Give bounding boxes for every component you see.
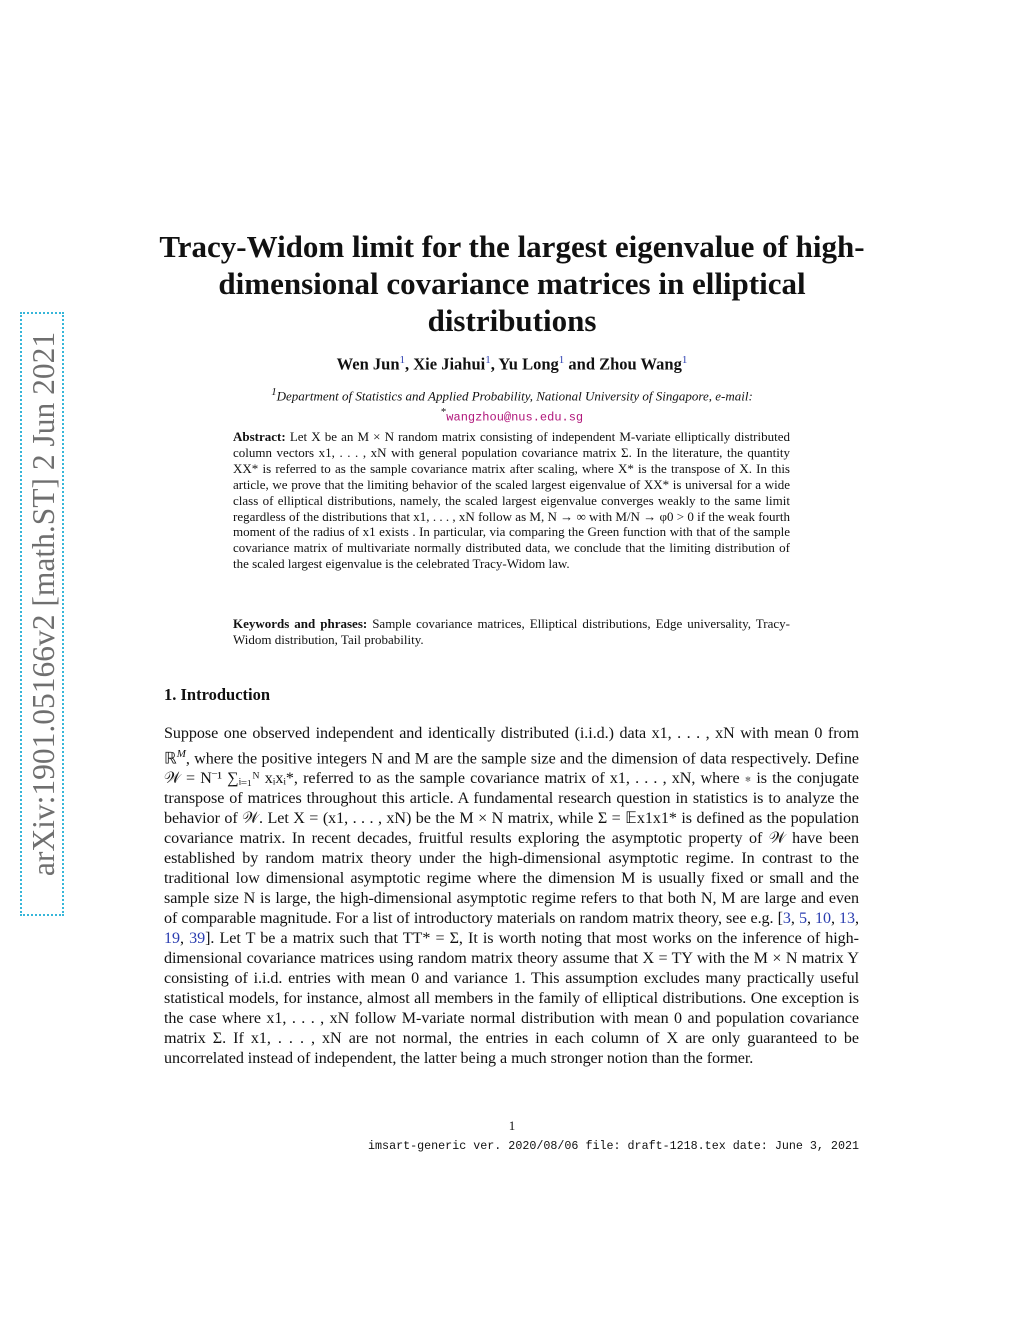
citation-link[interactable]: 39 <box>189 930 206 948</box>
keywords-label: Keywords and phrases: <box>233 616 368 631</box>
citation-link[interactable]: 13 <box>839 910 856 928</box>
arxiv-identifier: arXiv:1901.05166v2 [math.ST] 2 Jun 2021 <box>26 331 61 877</box>
paper-title: Tracy-Widom limit for the largest eigenvalue of high-dimensional covariance matrices in elliptical distributions <box>159 229 865 338</box>
affiliation-mark[interactable]: 1 <box>558 354 565 366</box>
keywords-text: Sample covariance matrices, Elliptical distributions, Edge universality, Tracy-Widom distribution, Tail probability. <box>233 616 790 647</box>
citation-link[interactable]: 3 <box>782 910 791 928</box>
author-name: Zhou Wang <box>599 354 682 374</box>
citation-link[interactable]: 19 <box>164 930 180 948</box>
author-name: Wen Jun <box>336 354 400 374</box>
author-name: Xie Jiahui <box>413 354 486 374</box>
author-list: Wen Jun$^1$, Xie Jiahui$^1$, Yu Long$^1$ and Zhou Wang$^1$ <box>336 354 688 374</box>
footer: imsart-generic ver. 2020/08/06 file: draft-1218.tex date: June 3, 2021 <box>368 1139 859 1153</box>
affiliation-mark[interactable]: 1 <box>485 354 491 366</box>
abstract <box>233 429 790 572</box>
abstract-label: Abstract: <box>233 429 286 444</box>
page-number: 1 <box>508 1118 516 1133</box>
author-name: Yu Long <box>498 354 559 374</box>
affiliation: $^1$Department of Statistics and Applied Probability, National University of Singapore, e-mail: *wangzhou@nus.edu.sg <box>271 386 753 425</box>
keywords <box>233 616 790 648</box>
citation-link[interactable]: 10 <box>814 910 831 928</box>
affiliation-mark[interactable]: 1 <box>681 354 688 366</box>
introduction-paragraph: Suppose one observed independent and identically distributed (i.i.d.) data x1, . . . , xN with mean 0 from ℝ$^M$, where the positive integers N and M are the sample size and the dimension of data respectively. Define 𝒲 = N⁻¹ ∑ᵢ₌₁ᴺ xᵢxᵢ*, referred to as the sample covariance matrix of x1, . . . , xN, where ∗ is the conjugate transpose of matrices throughout this article. A fundamental research question in statistics is to analyze the behavior of 𝒲. Let X = (x1, . . . , xN) be the M × N matrix, while Σ = 𝔼x1x1* is defined as the population covariance matrix. In recent decades, fruitful results exploring the asymptotic property of 𝒲 have been established by random matrix theory under the high-dimensional asymptotic regime. In contrast to the traditional low dimensional asymptotic regime where the dimension M is usually fixed or small and the sample size N is large, the high-dimensional asymptotic regime refers to that both N, M are large and even of comparable magnitude. For a list of introductory materials on random matrix theory, see e.g. [3, 5, 10, 13, 19, 39]. Let T be a matrix such that TT* = Σ, It is worth noting that most works on the inference of high-dimensional covariance matrices using random matrix theory assume that X = TY with the M × N matrix Y consisting of i.i.d. entries with mean 0 and variance 1. This assumption excludes many practically useful statistical models, for instance, almost all members in the family of elliptical distributions. One exception is the case where x1, . . . , xN follow M-variate normal distribution with mean 0 and population covariance matrix Σ. If x1, . . . , xN are not normal, the entries in each column of X are only guaranteed to be uncorrelated instead of independent, the latter being a much stronger notion than the former. <box>164 725 860 1068</box>
email-link[interactable]: wangzhou@nus.edu.sg <box>446 410 584 425</box>
affiliation-mark[interactable]: 1 <box>399 354 405 366</box>
citation-link[interactable]: 5 <box>798 910 807 928</box>
section-heading: 1. Introduction <box>164 685 271 704</box>
abstract-text: Let X be an M × N random matrix consisting of independent M-variate elliptically distributed column vectors x1, . . . , xN with general population covariance matrix Σ. In the literature, the quantity XX* is referred to as the sample covariance matrix after scaling, where X* is the transpose of X. In this article, we prove that the limiting behavior of the scaled largest eigenvalue of XX* is universal for a wide class of elliptical distributions, namely, the scaled largest eigenvalue converges weakly to the same limit regardless of the distributions that x1, . . . , xN follow as M, N → ∞ with M/N → φ0 > 0 if the weak fourth moment of the radius of x1 exists . In particular, via comparing the Green function with that of the sample covariance matrix of multivariate normally distributed data, we conclude that the limiting distribution of the scaled largest eigenvalue is the celebrated Tracy-Widom law. <box>233 429 790 572</box>
